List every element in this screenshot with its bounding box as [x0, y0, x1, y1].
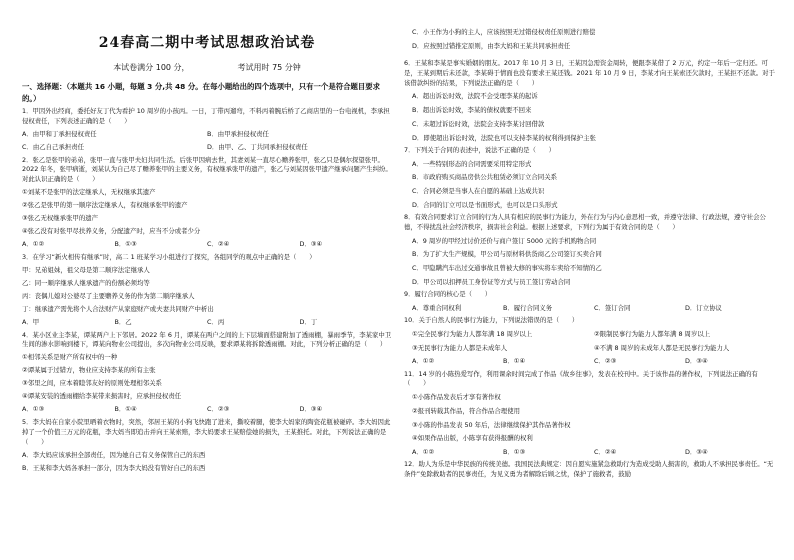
answer-option[interactable]: B．①③ [114, 240, 137, 249]
question-9-stem: 9．履行合同的核心是（ ） [404, 290, 492, 299]
option[interactable]: D．由甲、乙、丁共同承担侵权责任 [207, 142, 308, 151]
statement: ④不满 8 周岁的未成年人都是无民事行为能力人 [594, 343, 730, 352]
answer-option[interactable]: C．②③ [207, 405, 230, 414]
answer-option[interactable]: C．小王作为小狗的主人，应该按照无过错侵权责任原则进行赔偿 [412, 28, 596, 36]
left-column [22, 0, 392, 560]
answer-option[interactable]: D．③④ [299, 405, 323, 414]
answer-option[interactable]: A．李大妈应该承担全部责任，因为她自己有义务保管自己的东西 [22, 450, 206, 459]
section-intro: 一、选择题：（本题共 16 小题，每题 3 分,共 48 分。在每小题给出的四个选项中，只有一个是符合题目要求的。） [22, 82, 381, 103]
question-2-answers [22, 240, 392, 250]
statement: ①完全民事行为能力人都年满 18 周岁以上 [412, 329, 533, 338]
answer-option[interactable]: C．合同必须是当事人在自愿的基础上达成共识 [412, 187, 545, 196]
statement: ③小陈的作品发表 50 年后，法律继续保护其作品著作权 [412, 420, 571, 429]
answer-option[interactable]: A．甲 [22, 317, 40, 326]
answer-option[interactable]: A．①② [412, 357, 435, 366]
question-11-answers [404, 448, 776, 458]
duration: 考试用时 75 分钟 [237, 63, 301, 72]
statement: ②谭某属于过错方，物业应支持李某的所有主张 [22, 366, 156, 375]
answer-option[interactable]: C．②④ [207, 240, 230, 249]
answer-option[interactable]: B．履行合同义务 [503, 303, 553, 312]
statement: 乙：同一顺序继承人继承遗产的份额必须均等 [22, 278, 150, 287]
answer-option[interactable]: D．③④ [299, 240, 323, 249]
answer-option[interactable]: C．②④ [594, 448, 617, 457]
option[interactable]: C．由乙自己承担责任 [22, 142, 84, 151]
statement: 丁：继承遗产需先将个人合法财产从家庭财产或夫妻共同财产中析出 [22, 304, 214, 313]
answer-option[interactable]: B．①③ [503, 448, 526, 457]
answer-option[interactable]: A．一些特别形态的合同需要采用特定形式 [412, 159, 532, 168]
answer-option[interactable]: C．②③ [594, 357, 617, 366]
question-7-stem: 7．下列关于合同的表述中，说法不正确的是（ ） [404, 145, 556, 154]
statement: ④如果作品出版，小陈享有获得报酬的权利 [412, 434, 533, 443]
question-1-stem: 1．甲因外出经商，委托好友丁代为看护 10 周岁的小孩丙。一日，丁带丙遛弯，不料丙着腕后桥了乙商店里的一台电视机，李承担侵权责任，下列表述正确的是（ ） [22, 107, 390, 125]
answer-option[interactable]: B．超出诉讼时效，李某的债权就要不回来 [412, 106, 532, 115]
question-10-statements-row2 [404, 344, 776, 354]
question-3-answers [22, 318, 392, 328]
answer-option[interactable]: D．甲公司以扣押员工身份证等方式与员工签订劳动合同 [412, 277, 571, 286]
question-6-stem: 6．王某和李某是事实婚姻的朋友。2017 年 10 月 3 日，王某因急需资金周转，便跟李某借了 2 万元，约定一年后一定归还。可是，王某到期后未还款，李某碍于情面也没有要求王某还钱。2021 年 10 月 9 日，李某才向王某索还欠款时，王某拒不还款。对于该借款纠纷的结果，下列说法正确的是（ ） [404, 59, 775, 87]
question-11-stem: 11．14 岁的小陈热爱写作，利用课余时间完成了作品《故乡往事》，发表在校刊中。关于该作品的著作权，下列说法正确的有（ ） [404, 369, 758, 388]
answer-option[interactable]: B．乙 [114, 317, 132, 326]
answer-option[interactable]: D．即使超出诉讼时效，法院也可以支持李某的权利得到保护主张 [412, 133, 596, 142]
question-2-stem: 2．张乙是张甲的弟弟，张甲一直与张甲夫妇共同生活。后张甲因病去世，其妻刘某一直尽心赡养张甲，张乙只是偶尔探望张甲。2022 年冬，张甲病逝，刘某认为自己尽了赡养张甲的主要义务，有权继承张甲的遗产，张乙与刘某因张甲遗产继承问题产生纠纷。对此认识正确的是（ ） [22, 155, 392, 184]
right-column [404, 0, 776, 560]
statement: ②报刊转载其作品，符合作品合理使用 [412, 406, 520, 415]
answer-option[interactable]: B．王某和李大妈各承担一部分，因为李大妈没有管好自己的东西 [22, 463, 206, 472]
answer-option[interactable]: C．丙 [207, 317, 225, 326]
answer-option[interactable]: C．签订合同 [594, 303, 631, 312]
question-9-answers [404, 304, 776, 314]
answer-option[interactable]: D．③④ [685, 448, 708, 457]
answer-option[interactable]: A．①② [22, 240, 45, 249]
answer-option[interactable]: A．①② [412, 448, 435, 457]
answer-option[interactable]: B．为了扩大生产规模，甲公司与原材料供货商乙公司签订买卖合同 [412, 250, 602, 259]
question-10-stem: 10．关于自然人的民事行为能力，下列说法错误的是（ ） [404, 316, 579, 325]
statement: ①刘某不是张甲的法定继承人，无权继承其遗产 [22, 188, 156, 197]
answer-option[interactable]: B．①④ [503, 357, 526, 366]
exam-title: 24春高二期中考试思想政治试卷 [98, 35, 316, 51]
option[interactable]: B．由甲承担侵权责任 [207, 129, 269, 138]
answer-option[interactable]: A．超出诉讼时效，法院不会受理李某的起诉 [412, 92, 538, 101]
statement: ③邻里之间，应本着睦邻友好的原则处理相邻关系 [22, 379, 162, 388]
question-10-answers [404, 357, 776, 367]
statement: 丙：丧偶儿媳对公婆尽了主要赡养义务的作为第二顺序继承人 [22, 291, 195, 300]
question-3-stem: 3．在学习“新火相传有继承”时，高二 1 班某学习小组进行了探究，各组同学的观点中正确的是（ ） [22, 252, 316, 261]
answer-option[interactable]: D．订立协议 [685, 303, 722, 312]
question-1-options-row2 [22, 143, 392, 153]
statement: ②限制民事行为能力人都年满 8 周岁以上 [594, 329, 711, 338]
answer-option[interactable]: C．甲隐瞒汽车出过交通事故且曾被大修的事实将车卖给不知情的乙 [412, 264, 602, 273]
question-12-stem: 12．助人为乐是中华民族的传统美德。我国民法典规定：因自愿实施紧急救助行为造成受助人损害的，救助人不承担民事责任。“无条件”免除救助者的民事责任，为见义勇为者解除后顾之忧，保护了施救者，鼓励 [404, 460, 774, 478]
option[interactable]: A．由甲和丁承担侵权责任 [22, 129, 97, 138]
statement: ①小陈作品发表后才享有著作权 [412, 392, 501, 401]
full-score: 本试卷满分 100 分， [113, 63, 190, 72]
answer-option[interactable]: A．尊重合同权利 [412, 303, 462, 312]
answer-option[interactable]: D．合同的订立可以是书面形式，也可以是口头形式 [412, 201, 558, 209]
question-1-options-row1 [22, 130, 392, 140]
answer-option[interactable]: C．未超过诉讼时效，法院会支持李某讨回借款 [412, 119, 545, 128]
statement: ③无民事行为能力人都是未成年人 [412, 343, 508, 352]
answer-option[interactable]: D．丁 [299, 317, 318, 326]
statement: 甲：兄弟姐妹，祖父母是第二顺序法定继承人 [22, 265, 150, 274]
answer-option[interactable]: B．市政府购买商品房供公共租赁必须订立合同关系 [412, 173, 557, 182]
question-10-statements-row1 [404, 330, 776, 340]
answer-option[interactable]: A．①③ [22, 405, 45, 414]
statement: ④张乙没有对张甲尽扶养义务，分配遗产时，应当不分或者少分 [22, 227, 201, 236]
statement: ④谭某安装的透雨棚给李某带来损害时，应承担侵权责任 [22, 392, 182, 401]
question-8-stem: 8．有效合同要求订立合同的行为人具有相应的民事行为能力，外在行为与内心意思相一致，并遵守法律、行政法规，遵守社会公德，不得扰乱社会经济秩序，损害社会利益。根据上述要求，下列行为属于有效合同的是（ ） [404, 213, 766, 231]
exam-meta [22, 62, 392, 73]
answer-option[interactable]: D．应按照过错推定原则，由李大妈和王某共同承担责任 [412, 41, 571, 50]
statement: ③张乙无权继承张甲的遗产 [22, 214, 99, 223]
answer-option[interactable]: B．①④ [114, 405, 137, 414]
answer-option[interactable]: D．③④ [685, 357, 708, 366]
question-4-answers [22, 405, 392, 415]
statement: ②张乙是张甲的第一顺序法定继承人，有权继承张甲的遗产 [22, 201, 188, 210]
question-5-stem: 5．李大妈在自家小院里晒着衣物时，突然，邻居王某的小狗飞快跑了进来，撕咬着腿，使李大妈家的陶瓷花瓶被碰碎。李大妈因此掉了一个价值三万元的花瓶，李大妈当即追击并向王某索赔，李大妈要求王某赔偿她的损失，王某推托。对此，下列说法正确的是（ ） [22, 418, 391, 446]
statement: ①相邻关系是财产所有权中的一种 [22, 353, 118, 362]
answer-option[interactable]: A．9 周岁的甲经过讨价还价与商户签订 5000 元的手机购物合同 [412, 236, 597, 245]
question-4-stem: 4．某小区业主李某，谭某两户上下邻居。2022 年 6 月，谭某在两户之间的上下层墙面搭建附加了透雨棚，暴雨季节，李某家中卫生间的渗水影响到楼下，谭某向物业公司提出，多次向物业公司反映，要求谭某将拆除透雨棚。对此，下列分析正确的是（ ） [22, 330, 392, 349]
